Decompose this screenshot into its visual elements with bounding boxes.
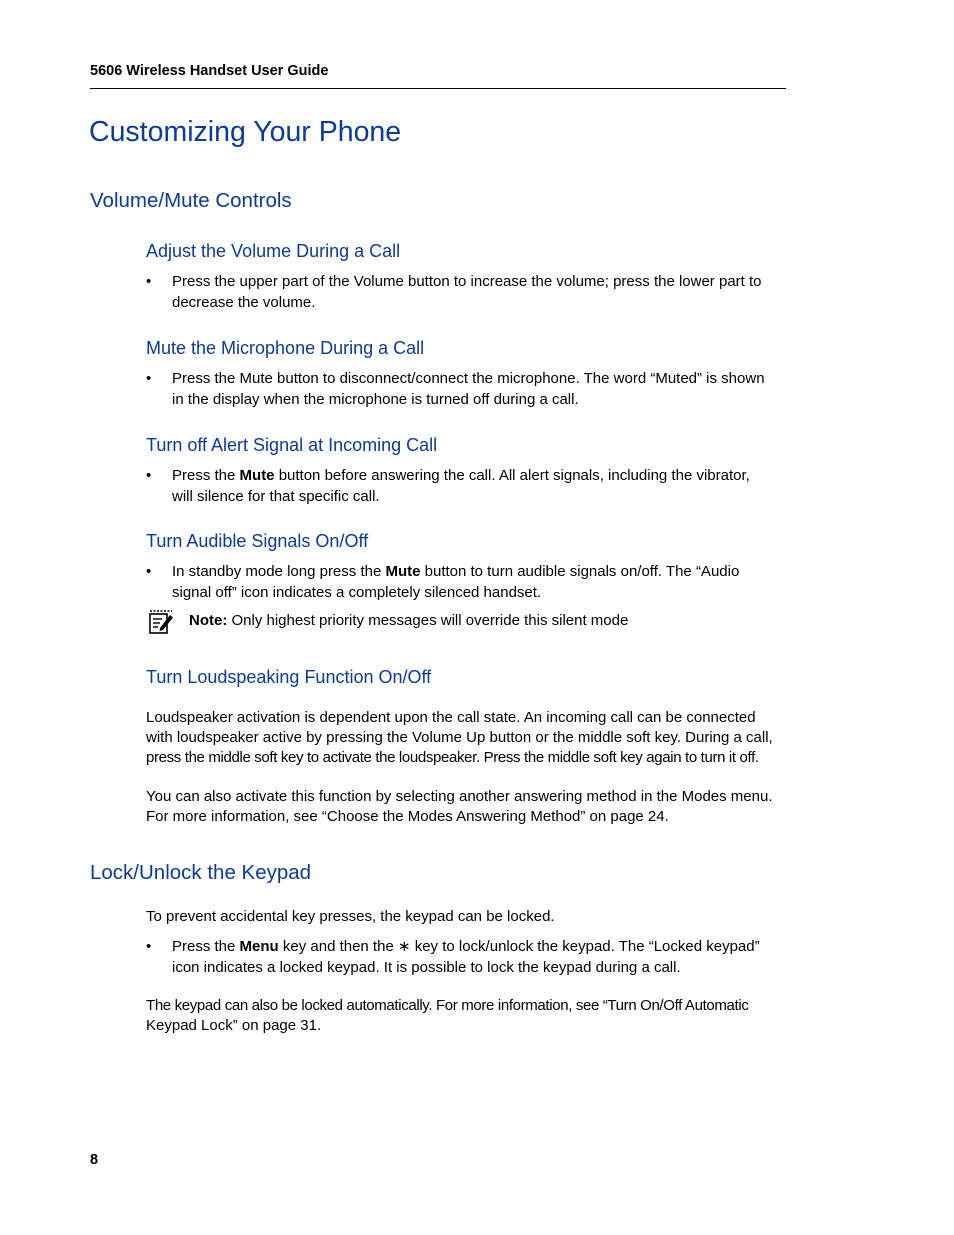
list-item-text: Press the [172, 938, 240, 955]
note-pencil-icon [148, 609, 174, 635]
bullet: • [146, 467, 152, 484]
list-item-text: Press the [172, 467, 240, 484]
list-item-text: button before answering the call. All alert signals, including the vibrator, [274, 467, 750, 484]
header-rule [90, 88, 786, 89]
paragraph-line: with loudspeaker active by pressing the Volume Up button or the middle soft key. During a call, [146, 729, 773, 746]
note-label: Note: [189, 612, 228, 629]
bullet: • [146, 273, 152, 290]
running-header: 5606 Wireless Handset User Guide [90, 63, 329, 79]
subsection-title-audible-signals: Turn Audible Signals On/Off [146, 531, 369, 551]
paragraph-line: For more information, see “Choose the Modes Answering Method” on page 24. [146, 808, 669, 825]
subsection-title-mute-microphone: Mute the Microphone During a Call [146, 338, 425, 358]
paragraph [146, 907, 788, 927]
list-item-text: in the display when the microphone is turned off during a call. [172, 390, 579, 408]
paragraph-line: You can also activate this function by selecting another answering method in the Modes menu. [146, 788, 773, 805]
paragraph [146, 787, 788, 827]
paragraph [146, 708, 788, 768]
paragraph-line: The keypad can also be locked automatically. For more information, see “Turn On/Off Automatic [146, 997, 749, 1014]
list-item-text: signal off” icon indicates a completely silenced handset. [172, 583, 542, 601]
bullet: • [146, 563, 152, 580]
subsection-title-alert-signal: Turn off Alert Signal at Incoming Call [146, 435, 438, 455]
list-item-text: key and then the ∗ key to lock/unlock the keypad. The “Locked keypad” [278, 938, 760, 955]
subsection-title-adjust-volume: Adjust the Volume During a Call [146, 241, 401, 261]
section-title-volume-mute: Volume/Mute Controls [90, 189, 292, 212]
bullet: • [146, 370, 152, 387]
paragraph-line: press the middle soft key to activate the loudspeaker. Press the middle soft key again to turn it off. [146, 749, 759, 766]
key-name: Mute [385, 563, 421, 580]
list-item-text: In standby mode long press the [172, 563, 386, 580]
section-title-keypad: Lock/Unlock the Keypad [90, 861, 312, 884]
paragraph-line: Keypad Lock” on page 31. [146, 1017, 322, 1034]
list-item-text: decrease the volume. [172, 293, 316, 311]
chapter-title: Customizing Your Phone [89, 116, 402, 148]
subsection-title-loudspeaking: Turn Loudspeaking Function On/Off [146, 667, 432, 687]
note-body: Only highest priority messages will override this silent mode [227, 612, 629, 629]
bullet: • [146, 938, 152, 955]
list-item-text: Press the upper part of the Volume button to increase the volume; press the lower part to [172, 273, 762, 290]
list-item-text: will silence for that specific call. [172, 487, 380, 505]
key-name: Mute [239, 467, 275, 484]
note-text [189, 612, 628, 629]
paragraph-line: Loudspeaker activation is dependent upon the call state. An incoming call can be connected [146, 709, 756, 726]
list-item-text: button to turn audible signals on/off. The “Audio [420, 563, 740, 580]
key-name: Menu [239, 938, 279, 955]
list-item-text: Press the Mute button to disconnect/connect the microphone. The word “Muted” is shown [172, 370, 765, 387]
page-number: 8 [90, 1152, 99, 1168]
paragraph [146, 996, 788, 1036]
paragraph-line: To prevent accidental key presses, the keypad can be locked. [146, 908, 555, 925]
list-item-text: icon indicates a locked keypad. It is possible to lock the keypad during a call. [172, 958, 681, 976]
